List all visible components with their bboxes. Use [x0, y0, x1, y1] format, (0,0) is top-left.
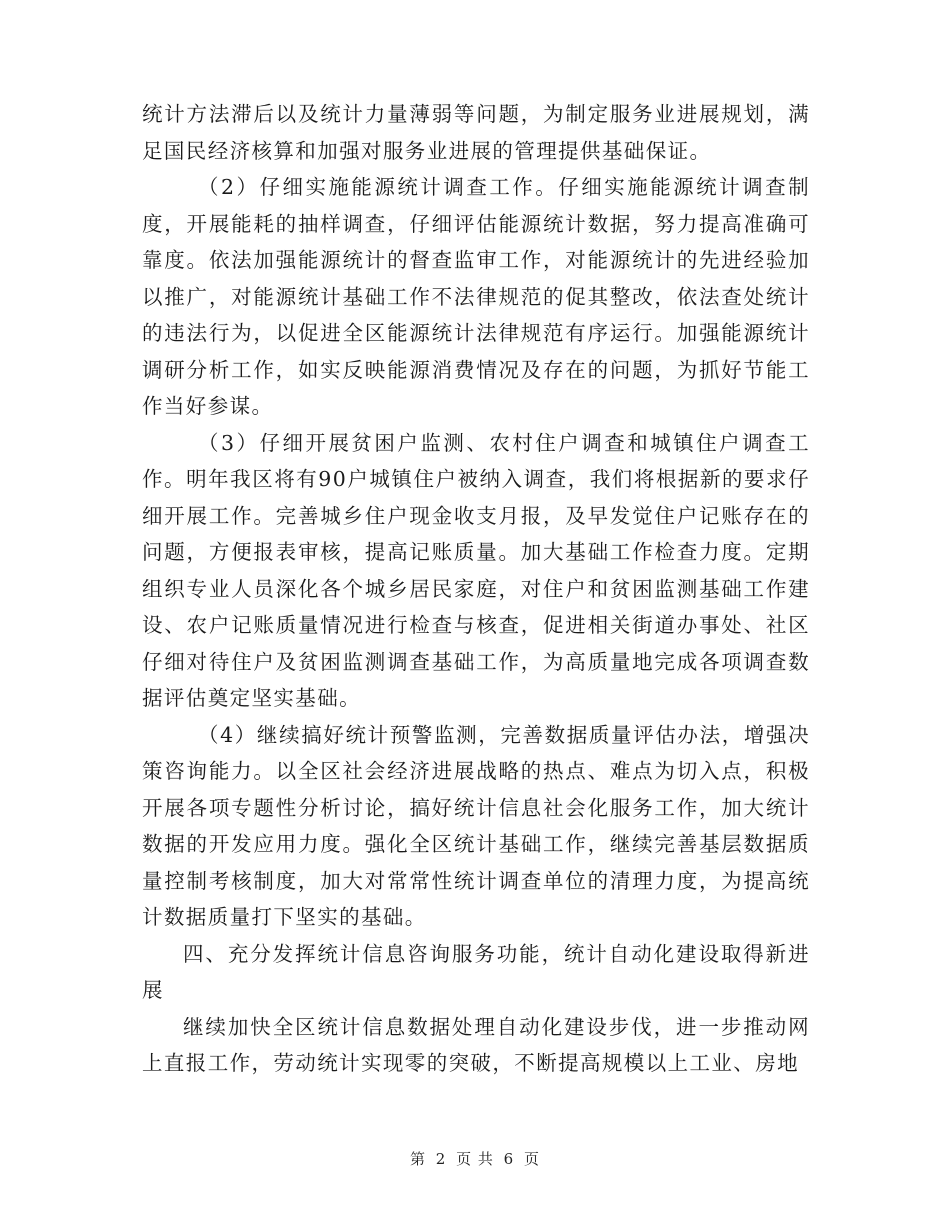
paragraph-service-continuation: 统计方法滞后以及统计力量薄弱等问题，为制定服务业进展规划，满足国民经济核算和加强对服务业进展的管理提供基础保证。	[142, 102, 810, 163]
paragraph-automation: 继续加快全区统计信息数据处理自动化建设步伐，进一步推动网上直报工作，劳动统计实现零的突破，不断提高规模以上工业、房地	[142, 1014, 810, 1075]
footer-prefix: 第	[409, 1150, 426, 1168]
footer-middle: 页 共	[456, 1150, 494, 1168]
document-body	[142, 96, 810, 1082]
paragraph-energy-statistics: （2）仔细实施能源统计调查工作。仔细实施能源统计调查制度，开展能耗的抽样调查，仔细评估能源统计数据，努力提高准确可靠度。依法加强能源统计的督查监审工作，对能源统计的先进经验加以推广，对能源统计基础工作不法律规范的促其整改，依法查处统计的违法行为，以促进全区能源统计法律规范有序运行。加强能源统计调研分析工作，如实反映能源消费情况及存在的问题，为抓好节能工作当好参谋。	[142, 175, 810, 418]
paragraph-monitoring: （4）继续搞好统计预警监测，完善数据质量评估办法，增强决策咨询能力。以全区社会经济进展战略的热点、难点为切入点，积极开展各项专题性分析讨论，搞好统计信息社会化服务工作，加大统计数据的开发应用力度。强化全区统计基础工作，继续完善基层数据质量控制考核制度，加大对常常性统计调查单位的清理力度，为提高统计数据质量打下坚实的基础。	[142, 722, 810, 929]
footer-current-page: 2	[435, 1150, 447, 1168]
page-footer	[0, 1148, 950, 1169]
paragraph-household-survey: （3）仔细开展贫困户监测、农村住户调查和城镇住户调查工作。明年我区将有90户城镇住户被纳入调查，我们将根据新的要求仔细开展工作。完善城乡住户现金收支月报，及早发觉住户记账存在的问题，方便报表审核，提高记账质量。加大基础工作检查力度。定期组织专业人员深化各个城乡居民家庭，对住户和贫困监测基础工作建设、农户记账质量情况进行检查与核查，促进相关街道办事处、社区仔细对待住户及贫困监测调查基础工作，为高质量地完成各项调查数据评估奠定坚实基础。	[142, 430, 810, 710]
footer-total-pages: 6	[503, 1150, 515, 1168]
section-heading-four: 四、充分发挥统计信息咨询服务功能，统计自动化建设取得新进展	[142, 941, 810, 1002]
footer-suffix: 页	[524, 1150, 541, 1168]
